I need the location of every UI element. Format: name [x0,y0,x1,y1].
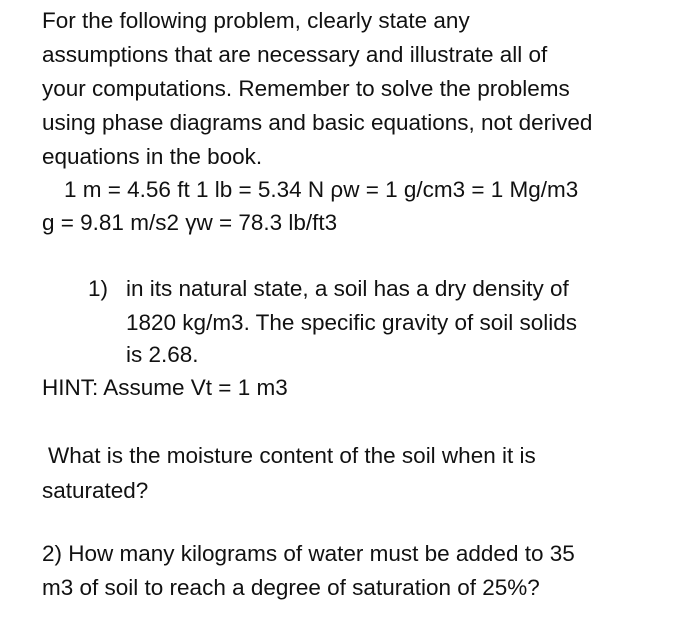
intro-line: For the following problem, clearly state any [42,8,470,33]
constants-line: 1 m = 4.56 ft 1 lb = 5.34 N ρw = 1 g/cm3 = 1 Mg/m3 [64,177,579,202]
intro-line: assumptions that are necessary and illustrate all of [42,42,548,67]
question-line: saturated? [42,478,149,503]
problem1-line: in its natural state, a soil has a dry density of [126,276,569,301]
problem1-line: is 2.68. [126,342,199,367]
problem2-line: 2) How many kilograms of water must be added to 35 [42,541,575,566]
problem1-line: 1820 kg/m3. The specific gravity of soil solids [126,310,578,335]
question-line: What is the moisture content of the soil when it is [48,443,536,468]
hint-text: HINT: Assume Vt = 1 m3 [42,375,288,400]
problem1-number: 1) [88,276,109,301]
intro-line: your computations. Remember to solve the problems [42,76,570,101]
constants-line: g = 9.81 m/s2 γw = 78.3 lb/ft3 [42,210,338,235]
problem2-line: m3 of soil to reach a degree of saturation of 25%? [42,575,540,600]
intro-line: using phase diagrams and basic equations, not derived [42,110,593,135]
intro-line: equations in the book. [42,144,263,169]
